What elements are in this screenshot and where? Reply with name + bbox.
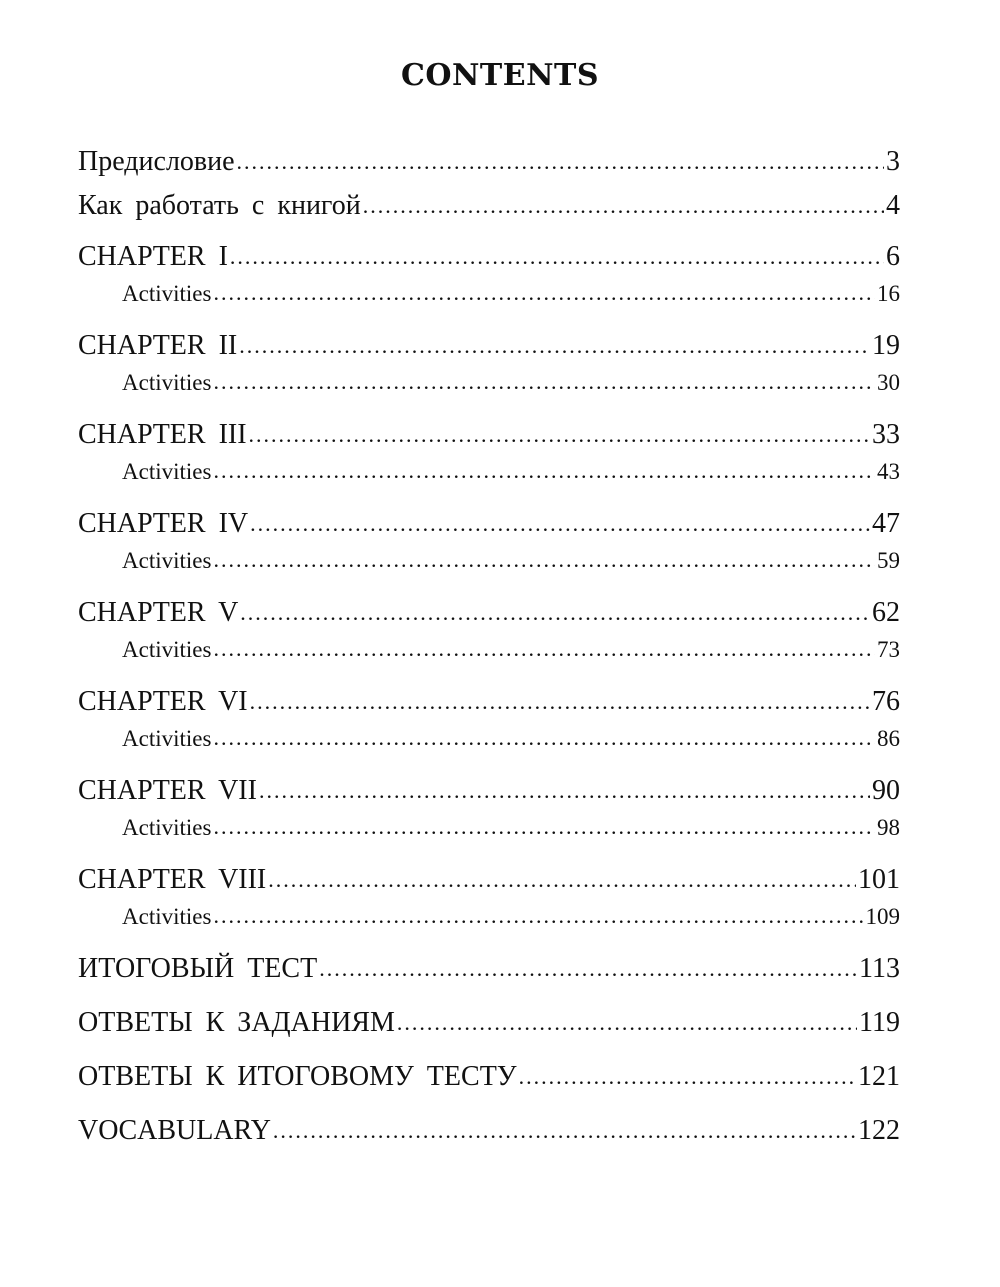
dot-leader (519, 1060, 856, 1092)
dot-leader (249, 418, 870, 450)
dot-leader (259, 774, 870, 806)
toc-entry-page: 6 (886, 241, 900, 272)
toc-entry-page: 73 (877, 637, 900, 662)
toc-entry-final-test-answers[interactable] (78, 1061, 900, 1093)
toc-entry-label: CHAPTER II (78, 330, 238, 361)
toc-entry-final-test[interactable] (78, 953, 900, 985)
toc-entry-label: CHAPTER I (78, 241, 228, 272)
toc-entry-page: 30 (877, 370, 900, 395)
toc-entry-label: Activities (122, 726, 212, 751)
toc-entry-page: 16 (877, 281, 900, 306)
toc-entry-label: Как работать с книгой (78, 190, 361, 221)
toc-entry-page: 4 (886, 190, 900, 221)
toc-entry-page: 119 (859, 1007, 900, 1038)
toc-entry-page: 86 (877, 726, 900, 751)
toc-entry-chapter-5[interactable] (78, 597, 900, 629)
toc-entry-page: 43 (877, 459, 900, 484)
toc-entry-page: 113 (859, 953, 900, 984)
dot-leader (213, 280, 875, 306)
toc-entry-activities-8[interactable] (78, 904, 900, 930)
toc-entry-activities-7[interactable] (78, 815, 900, 841)
toc-entry-chapter-1[interactable] (78, 241, 900, 273)
dot-leader (213, 547, 875, 573)
toc-entry-page: 109 (865, 904, 900, 929)
toc-entry-label: Activities (122, 904, 212, 929)
toc-entry-page: 47 (872, 508, 900, 539)
toc-entry-page: 3 (886, 146, 900, 177)
toc-entry-page: 90 (872, 775, 900, 806)
toc-entry-label: Activities (122, 815, 212, 840)
toc-entry-page: 33 (872, 419, 900, 450)
toc-entry-preface[interactable] (78, 146, 900, 178)
toc-entry-activities-2[interactable] (78, 370, 900, 396)
dot-leader (363, 189, 884, 221)
toc-entry-page: 121 (858, 1061, 900, 1092)
toc-entry-label: Предисловие (78, 146, 235, 177)
toc-entry-page: 19 (872, 330, 900, 361)
dot-leader (213, 814, 875, 840)
toc-entry-chapter-7[interactable] (78, 775, 900, 807)
dot-leader (230, 240, 884, 272)
dot-leader (250, 507, 870, 539)
toc-entry-chapter-4[interactable] (78, 508, 900, 540)
toc-entry-label: VOCABULARY (78, 1115, 271, 1146)
dot-leader (240, 596, 870, 628)
toc-entry-page: 59 (877, 548, 900, 573)
toc-entry-label: Activities (122, 548, 212, 573)
dot-leader (213, 636, 875, 662)
dot-leader (239, 329, 870, 361)
toc-entry-label: CHAPTER VII (78, 775, 257, 806)
dot-leader (213, 903, 863, 929)
toc-entry-label: ОТВЕТЫ К ИТОГОВОМУ ТЕСТУ (78, 1061, 517, 1092)
toc-entry-label: CHAPTER III (78, 419, 247, 450)
toc-entry-activities-5[interactable] (78, 637, 900, 663)
toc-entry-chapter-2[interactable] (78, 330, 900, 362)
dot-leader (213, 725, 875, 751)
toc-entry-chapter-8[interactable] (78, 864, 900, 896)
toc-entry-how-to-use[interactable] (78, 190, 900, 222)
toc-entry-label: CHAPTER V (78, 597, 239, 628)
dot-leader (397, 1006, 857, 1038)
toc-entry-label: CHAPTER VIII (78, 864, 267, 895)
dot-leader (273, 1114, 856, 1146)
toc-entry-page: 98 (877, 815, 900, 840)
dot-leader (319, 952, 857, 984)
dot-leader (213, 369, 875, 395)
toc-entry-activities-4[interactable] (78, 548, 900, 574)
toc-entry-label: ИТОГОВЫЙ ТЕСТ (78, 953, 318, 984)
toc-entry-page: 101 (858, 864, 900, 895)
toc-entry-activities-3[interactable] (78, 459, 900, 485)
dot-leader (213, 458, 875, 484)
dot-leader (250, 685, 870, 717)
toc-entry-label: Activities (122, 281, 212, 306)
dot-leader (268, 863, 856, 895)
toc-entry-chapter-6[interactable] (78, 686, 900, 718)
toc-entry-chapter-3[interactable] (78, 419, 900, 451)
dot-leader (237, 145, 884, 177)
toc-entry-label: Activities (122, 459, 212, 484)
toc-entry-label: Activities (122, 370, 212, 395)
page-title: CONTENTS (400, 58, 600, 93)
toc-entry-label: CHAPTER IV (78, 508, 249, 539)
toc-entry-label: CHAPTER VI (78, 686, 248, 717)
toc-entry-page: 76 (872, 686, 900, 717)
toc-entry-activities-6[interactable] (78, 726, 900, 752)
toc-entry-page: 62 (872, 597, 900, 628)
toc-entry-vocabulary[interactable] (78, 1115, 900, 1147)
toc-entry-activities-1[interactable] (78, 281, 900, 307)
toc-entry-label: ОТВЕТЫ К ЗАДАНИЯМ (78, 1007, 395, 1038)
toc-entry-label: Activities (122, 637, 212, 662)
toc-entry-page: 122 (858, 1115, 900, 1146)
toc-entry-answers[interactable] (78, 1007, 900, 1039)
